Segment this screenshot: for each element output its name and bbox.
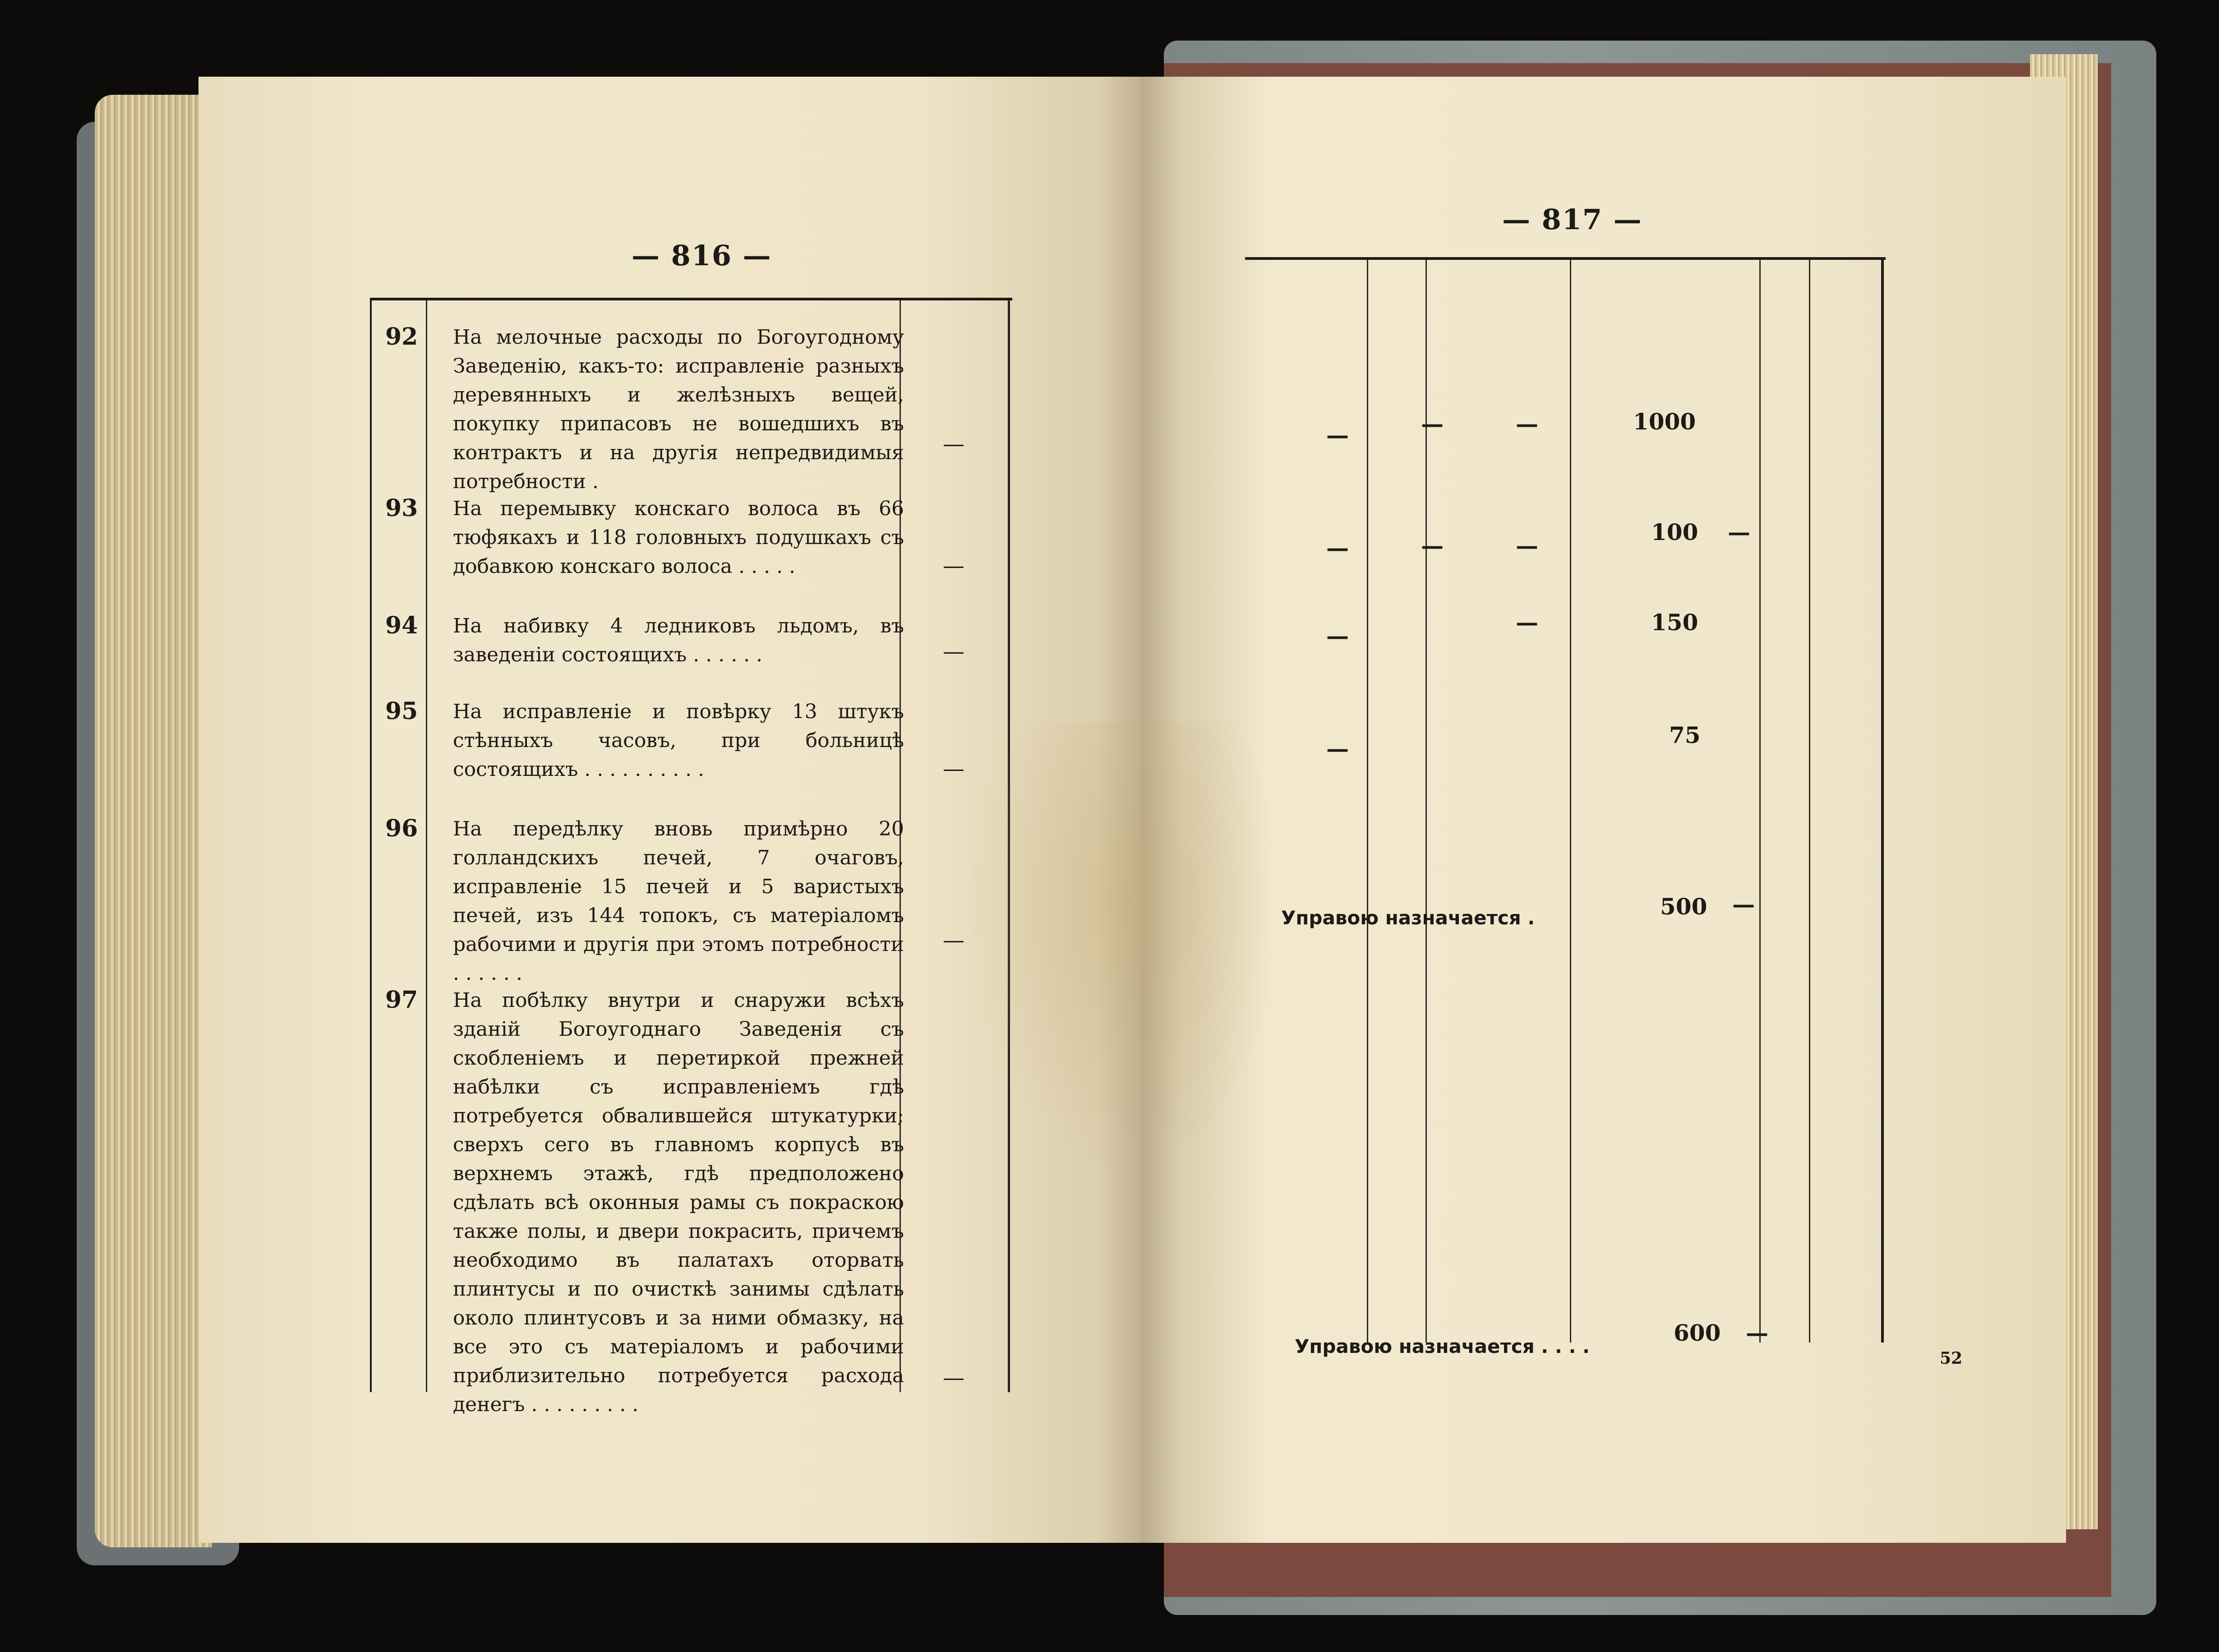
row-amount: — [943,928,964,953]
row-text: На мелочные расходы по Богоугодному Заведенію, какъ-то: исправленіе разныхъ деревянныхъ и желѣзныхъ вещей, покупку припасовъ не вошедшихъ въ контрактъ и на другія непредвидимыя потребности . [453,326,904,493]
column-divider [1809,260,1810,1343]
amount-dash: — [1326,623,1349,649]
row-amount: — [943,553,964,578]
row-number: 94 [385,612,418,639]
left-table [370,298,1012,1416]
column-divider [1759,260,1761,1343]
signature-mark: 52 [1940,1349,1963,1368]
column-divider [1570,260,1571,1343]
amount-dash: — [1421,532,1444,559]
assigned-label: Управою назначается . . . . [1295,1335,1590,1357]
row-number: 97 [385,986,418,1014]
water-stain [965,722,1281,1173]
row-number: 95 [385,697,418,725]
amount-value: 1000 [1633,408,1696,435]
column-divider [1367,260,1368,1343]
right-table [1245,257,1886,1343]
row-number: 93 [385,494,418,522]
amount-value: 100 [1651,519,1698,545]
amount-value: 600 [1674,1320,1721,1346]
page-number-right: — 817 — [1502,203,1642,236]
row-text: На перемывку конскаго волоса въ 66 тюфякахъ и 118 головныхъ подушкахъ съ добавкою конскаго волоса . . . . . [453,497,904,578]
amount-value: 500 [1660,893,1707,920]
amount-dash: — [1516,609,1538,636]
amount-dash: — [1326,535,1349,561]
assigned-label: Управою назначается . [1281,907,1535,929]
row-amount: — [943,1365,964,1390]
amount-value: 150 [1651,609,1698,636]
row-text: На набивку 4 ледниковъ льдомъ, въ заведеніи состоящихъ . . . . . . [453,614,904,666]
amount-dash: — [1516,532,1538,559]
row-number: 92 [385,323,418,351]
page-edges-left [95,95,212,1547]
amount-dash: — [1326,735,1349,762]
amount-dash: — [1516,411,1538,437]
row-amount: — [943,756,964,781]
row-text: На передѣлку вновь примѣрно 20 голландскихъ печей, 7 очаговъ, исправленіе 15 печей и 5 варистыхъ печей, изъ 144 топокъ, съ матеріаломъ рабочими и другія при этомъ потребности . . . . . . [453,817,904,985]
amount-dash: — [1421,411,1444,437]
amount-dash: — [1326,422,1349,448]
amount-dash: — [1746,1320,1768,1346]
amount-value: 75 [1669,722,1701,748]
page-number-left: — 816 — [632,239,772,272]
row-text: На исправленіе и повѣрку 13 штукъ стѣнныхъ часовъ, при больницѣ состоящихъ . . . . . . . . . . [453,700,904,781]
amount-dash: — [1728,519,1750,545]
row-amount: — [943,431,964,457]
column-divider [1881,260,1884,1343]
row-amount: — [943,639,964,664]
row-number: 96 [385,815,418,842]
column-divider [426,300,427,1392]
amount-dash: — [1732,891,1755,918]
row-text: На побѣлку внутри и снаружи всѣхъ зданій Богоугоднаго Заведенія съ скобленіемъ и перетиркой прежней набѣлки съ исправленіемъ гдѣ потребуется обвалившейся штукатурки; сверхъ сего въ главномъ корпусѣ въ верхнемъ этажѣ, гдѣ предположено сдѣлать всѣ оконныя рамы съ покраскою также полы, и двери покрасить, причемъ необходимо въ палатахъ оторвать плинтусы и по очисткѣ занимы сдѣлать около плинтусовъ и за ними обмазку, на все это съ матеріаломъ и рабочими приблизительно потребуется расхода денегъ . . . . . . . . . [453,989,904,1416]
